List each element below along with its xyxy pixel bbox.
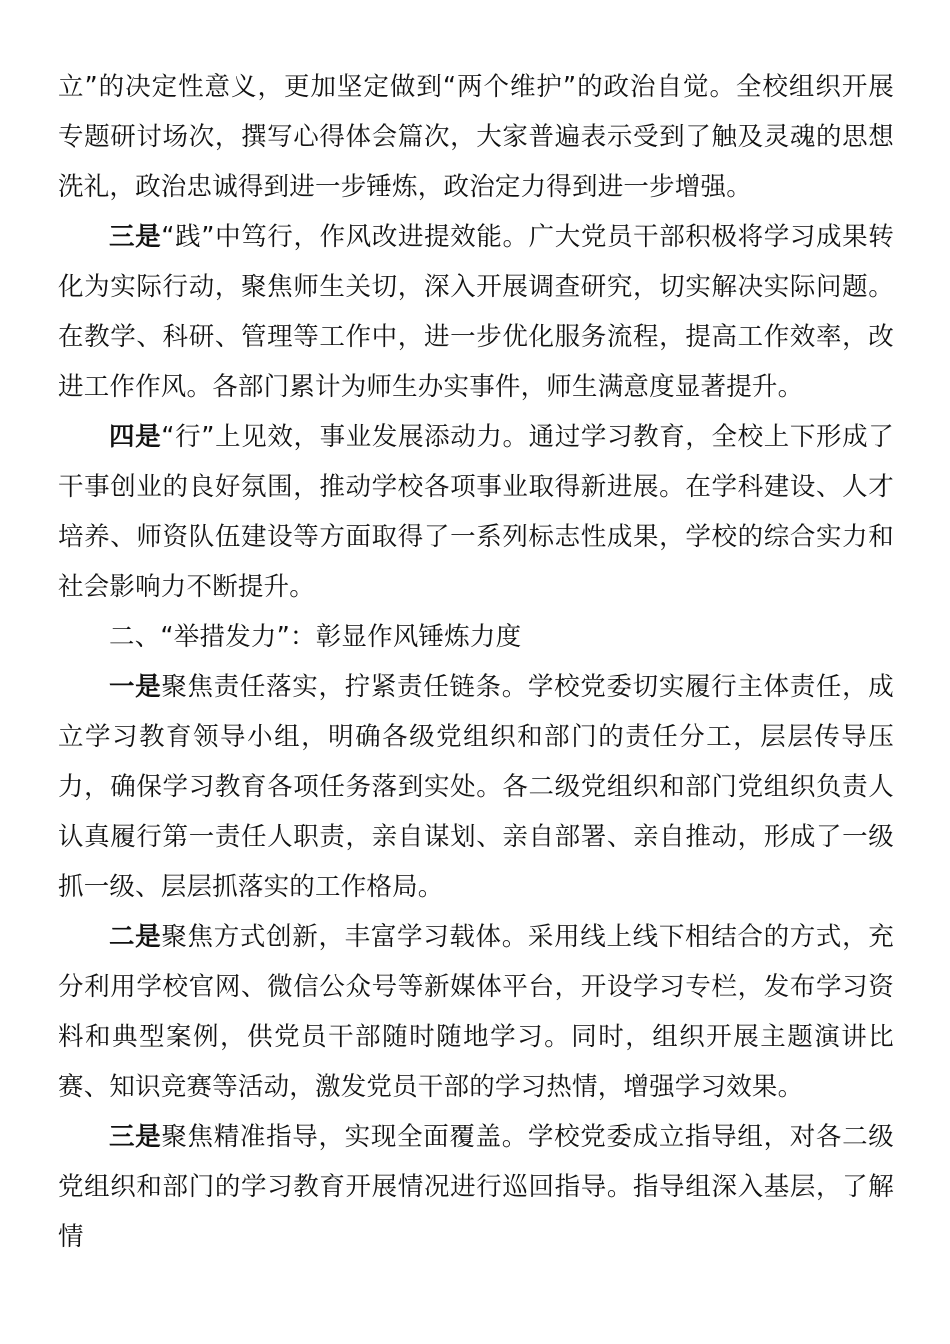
paragraph-lead: 三是 bbox=[109, 1122, 162, 1152]
paragraph-lead: 一是 bbox=[109, 672, 162, 702]
paragraph-measure-three bbox=[58, 1112, 894, 1262]
paragraph-measure-two bbox=[58, 912, 894, 1112]
paragraph-lead: 三是 bbox=[109, 222, 162, 252]
document-page bbox=[58, 62, 894, 1262]
paragraph-text: 聚焦精准指导，实现全面覆盖。学校党委成立指导组，对各二级党组织和部门的学习教育开展情况进行巡回指导。指导组深入基层，了解情 bbox=[58, 1122, 894, 1252]
paragraph-lead: 四是 bbox=[109, 422, 162, 452]
paragraph-text: 聚焦方式创新，丰富学习载体。采用线上线下相结合的方式，充分利用学校官网、微信公众号等新媒体平台，开设学习专栏，发布学习资料和典型案例，供党员干部随时随地学习。同时，组织开展主题演讲比赛、知识竞赛等活动，激发党员干部的学习热情，增强学习效果。 bbox=[58, 922, 894, 1102]
paragraph-lead: 二是 bbox=[109, 922, 162, 952]
paragraph-continued bbox=[58, 62, 894, 212]
paragraph-point-three-practice bbox=[58, 212, 894, 412]
paragraph-measure-one bbox=[58, 662, 894, 912]
paragraph-point-four-action bbox=[58, 412, 894, 612]
section-heading: 二、“举措发力”：彰显作风锤炼力度 bbox=[109, 622, 522, 652]
paragraph-text: 聚焦责任落实，拧紧责任链条。学校党委切实履行主体责任，成立学习教育领导小组，明确各级党组织和部门的责任分工，层层传导压力，确保学习教育各项任务落到实处。各二级党组织和部门党组织负责人认真履行第一责任人职责，亲自谋划、亲自部署、亲自推动，形成了一级抓一级、层层抓落实的工作格局。 bbox=[58, 672, 894, 902]
paragraph-text: 立”的决定性意义，更加坚定做到“两个维护”的政治自觉。全校组织开展专题研讨场次，撰写心得体会篇次，大家普遍表示受到了触及灵魂的思想洗礼，政治忠诚得到进一步锤炼，政治定力得到进一步增强。 bbox=[58, 72, 894, 202]
paragraph-text: “践”中笃行，作风改进提效能。广大党员干部积极将学习成果转化为实际行动，聚焦师生关切，深入开展调查研究，切实解决实际问题。在教学、科研、管理等工作中，进一步优化服务流程，提高工作效率，改进工作作风。各部门累计为师生办实事件，师生满意度显著提升。 bbox=[58, 222, 894, 402]
paragraph-text: “行”上见效，事业发展添动力。通过学习教育，全校上下形成了干事创业的良好氛围，推动学校各项事业取得新进展。在学科建设、人才培养、师资队伍建设等方面取得了一系列标志性成果，学校的综合实力和社会影响力不断提升。 bbox=[58, 422, 894, 602]
